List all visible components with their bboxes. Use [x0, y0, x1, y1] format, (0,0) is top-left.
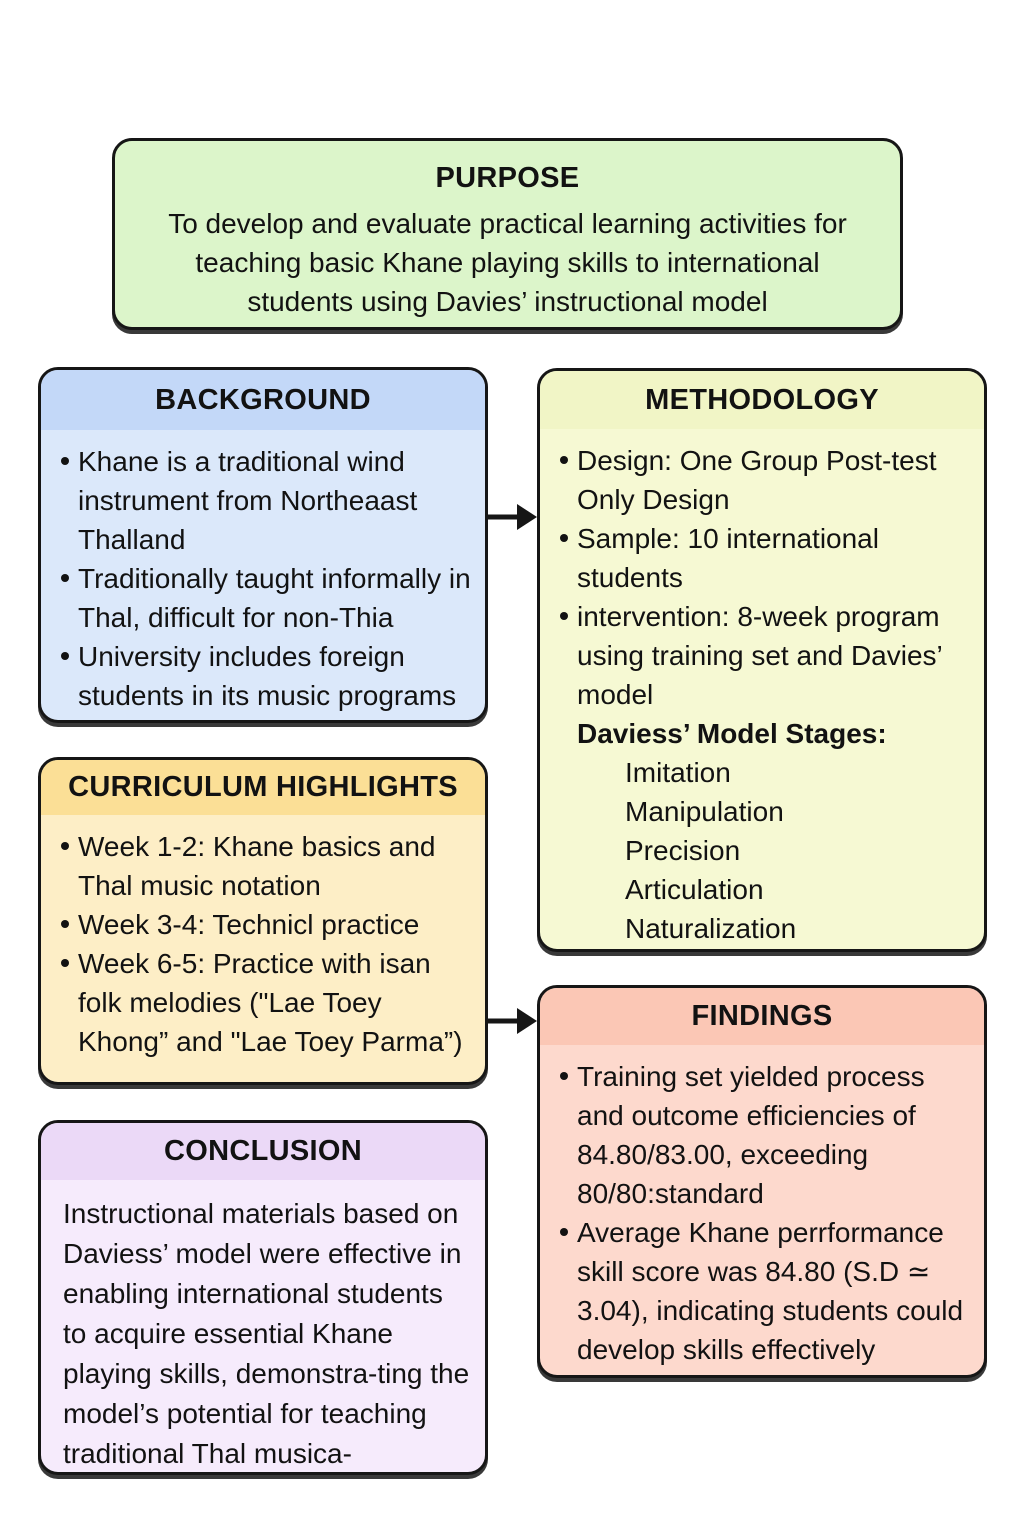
curriculum-body — [41, 815, 485, 1061]
bullet-item — [560, 441, 974, 519]
conclusion-header — [41, 1123, 485, 1180]
bullet-item — [61, 559, 475, 637]
bullet-dot — [560, 597, 577, 714]
curriculum-header — [41, 760, 485, 815]
methodology-body — [540, 429, 984, 948]
bullet-text: Khane is a traditional wind instrument from Northeaast Thalland — [78, 446, 418, 555]
bullet-text: Design: One Group Post-test Only Design — [577, 445, 937, 515]
bullet-item — [560, 597, 974, 714]
methodology-title: METHODOLOGY — [645, 383, 879, 416]
methodology-header — [540, 371, 984, 429]
model-stage: Articulation — [625, 874, 764, 905]
bullet-dot — [560, 1213, 577, 1369]
background-header — [41, 370, 485, 430]
findings-header — [540, 988, 984, 1045]
bullet-dot — [560, 1057, 577, 1213]
bullet-dot — [61, 827, 78, 905]
bullet-item — [61, 637, 475, 715]
model-stages-label: Daviess’ Model Stages: — [577, 718, 887, 749]
findings-box — [537, 985, 987, 1378]
bullet-item — [560, 1213, 974, 1369]
purpose-box — [112, 138, 903, 330]
bullet-dot — [61, 442, 78, 559]
bullet-text: University includes foreign students in its music programs — [78, 641, 457, 711]
bullet-item — [560, 1057, 974, 1213]
bullet-text: Week 6-5: Practice with isan folk melodies ("Lae Toey Khong” and "Lae Toey Parma”) — [78, 948, 463, 1057]
curriculum-box — [38, 757, 488, 1085]
bullet-item — [61, 944, 475, 1061]
background-box — [38, 367, 488, 723]
bullet-item — [61, 442, 475, 559]
bullet-dot — [560, 519, 577, 597]
background-title: BACKGROUND — [155, 383, 371, 416]
bullet-text: Week 3-4: Technicl practice — [78, 909, 420, 940]
background-body — [41, 430, 485, 715]
conclusion-box — [38, 1120, 488, 1475]
conclusion-text: Instructional materials based on Daviess’ model were effective in enabling international students to acquire essential Khane playing skills, demonstra-ting the model’s potential for teaching traditional Thal musica- — [63, 1198, 470, 1469]
model-stage: Precision — [625, 835, 741, 866]
conclusion-title: CONCLUSION — [164, 1135, 362, 1167]
model-stage: Naturalization — [625, 913, 797, 944]
model-stage: Imitation — [625, 757, 731, 788]
bullet-text: Week 1-2: Khane basics and Thal music notation — [78, 831, 436, 901]
bullet-text: Average Khane perrformance skill score was 84.80 (S.D ≃ 3.04), indicating students could develop skills effectively — [577, 1217, 964, 1365]
methodology-box — [537, 368, 987, 952]
bullet-text: Sample: 10 international students — [577, 523, 879, 593]
bullet-dot — [61, 637, 78, 715]
bullet-dot — [61, 944, 78, 1061]
purpose-text: To develop and evaluate practical learning activities for teaching basic Khane playing skills to international students using Davies’ instructional model — [168, 208, 847, 317]
bullet-dot — [560, 441, 577, 519]
arrow-right-icon — [486, 1003, 538, 1039]
findings-title: FINDINGS — [691, 1000, 833, 1032]
bullet-text: Traditionally taught informally in Thal, difficult for non-Thia — [78, 563, 471, 633]
bullet-item — [560, 519, 974, 597]
purpose-title: PURPOSE — [435, 162, 580, 194]
bullet-text: intervention: 8-week program using training set and Davies’ model — [577, 601, 942, 710]
bullet-item — [61, 905, 475, 944]
bullet-item — [61, 827, 475, 905]
arrow-right-icon — [486, 499, 538, 535]
bullet-dot — [61, 559, 78, 637]
bullet-dot — [61, 905, 78, 944]
curriculum-title: CURRICULUM HIGHLIGHTS — [68, 771, 458, 803]
bullet-text: Training set yielded process and outcome efficiencies of 84.80/83.00, exceeding 80/80:standard — [577, 1061, 925, 1209]
findings-body — [540, 1045, 984, 1369]
model-stage: Manipulation — [625, 796, 784, 827]
